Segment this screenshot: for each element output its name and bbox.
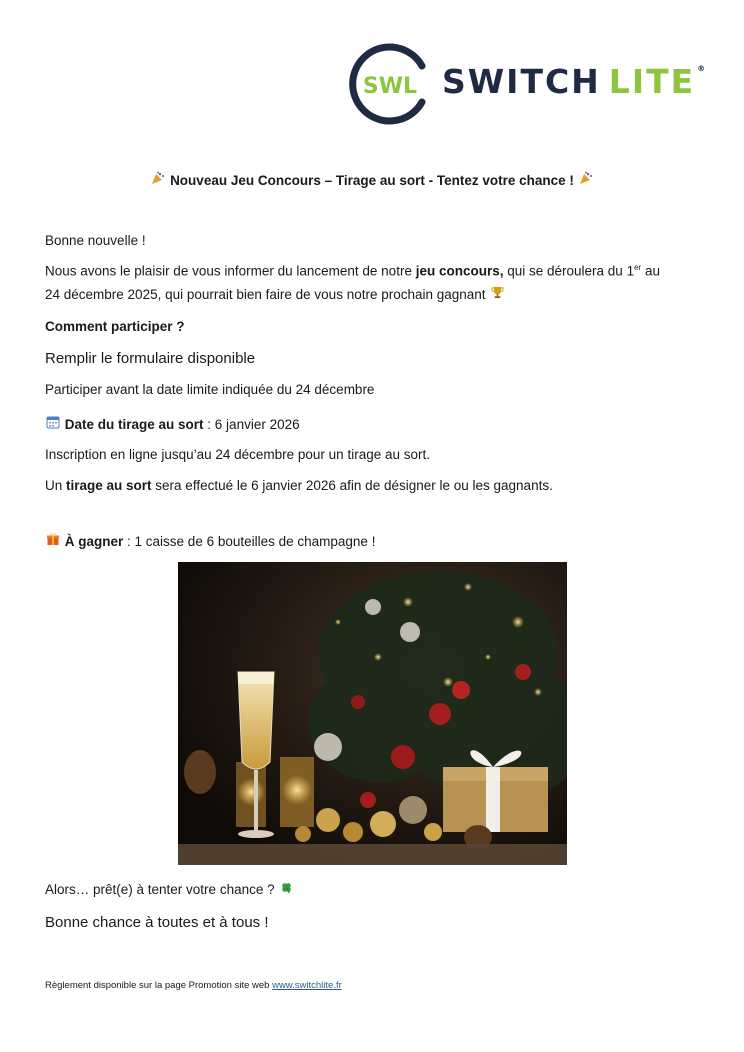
logo-mark: SWL [362, 74, 418, 99]
signup-info: Inscription en ligne jusqu’au 24 décembre pour un tirage au sort. [45, 447, 430, 462]
page-title [0, 171, 744, 188]
draw-info-bold: tirage au sort [66, 478, 152, 493]
brand-name [442, 62, 705, 101]
draw-date-value: : 6 janvier 2026 [203, 417, 300, 432]
brand-name-switch: SWITCH [442, 62, 601, 101]
intro-text-4: 24 décembre 2025, qui pourrait bien faire de vous notre prochain gagnant [45, 287, 486, 302]
draw-info [45, 478, 553, 493]
intro-superscript: er [634, 263, 642, 272]
footer-text: Règlement disponible sur la page Promotion site web [45, 980, 273, 991]
intro-text-2: qui se déroulera du 1 [503, 263, 635, 279]
step-deadline: Participer avant la date limite indiquée du 24 décembre [45, 382, 375, 397]
intro-paragraph-line-1 [45, 263, 660, 279]
prize-value: : 1 caisse de 6 bouteilles de champagne ! [123, 534, 376, 549]
how-to-heading: Comment participer ? [45, 319, 185, 334]
draw-info-text-2: sera effectué le 6 janvier 2026 afin de désigner le ou les gagnants. [151, 478, 553, 493]
swl-ring-icon [348, 42, 432, 126]
champagne-christmas-photo [178, 562, 567, 865]
draw-info-text: Un [45, 478, 67, 493]
intro-paragraph-line-2 [45, 286, 505, 302]
ready-question [45, 881, 294, 897]
draw-date [45, 415, 300, 432]
website-link[interactable]: www.switchlite.fr [272, 980, 342, 991]
step-fill-form: Remplir le formulaire disponible [45, 350, 256, 367]
footer-note [45, 980, 342, 991]
intro-text-3: au [641, 263, 660, 279]
brand-name-lite: LITE [608, 62, 696, 101]
intro-bold: jeu concours, [415, 263, 504, 279]
greeting: Bonne nouvelle ! [45, 233, 146, 248]
trophy-icon [489, 286, 505, 302]
ready-text: Alors… prêt(e) à tenter votre chance ? [45, 882, 275, 897]
intro-text: Nous avons le plaisir de vous informer du lancement de notre [45, 263, 416, 279]
party-popper-icon [150, 171, 166, 188]
good-luck: Bonne chance à toutes et à tous ! [45, 914, 269, 931]
prize [45, 532, 375, 549]
brand-logo [348, 42, 708, 126]
clover-icon [278, 881, 294, 897]
registered-mark: ® [697, 64, 706, 73]
gift-icon [45, 532, 61, 549]
calendar-icon [45, 415, 61, 432]
title-text: Nouveau Jeu Concours – Tirage au sort - Tentez votre chance ! [170, 173, 574, 188]
draw-date-label: Date du tirage au sort [64, 417, 204, 432]
party-popper-icon-end [578, 171, 594, 188]
prize-label: À gagner [64, 534, 124, 549]
